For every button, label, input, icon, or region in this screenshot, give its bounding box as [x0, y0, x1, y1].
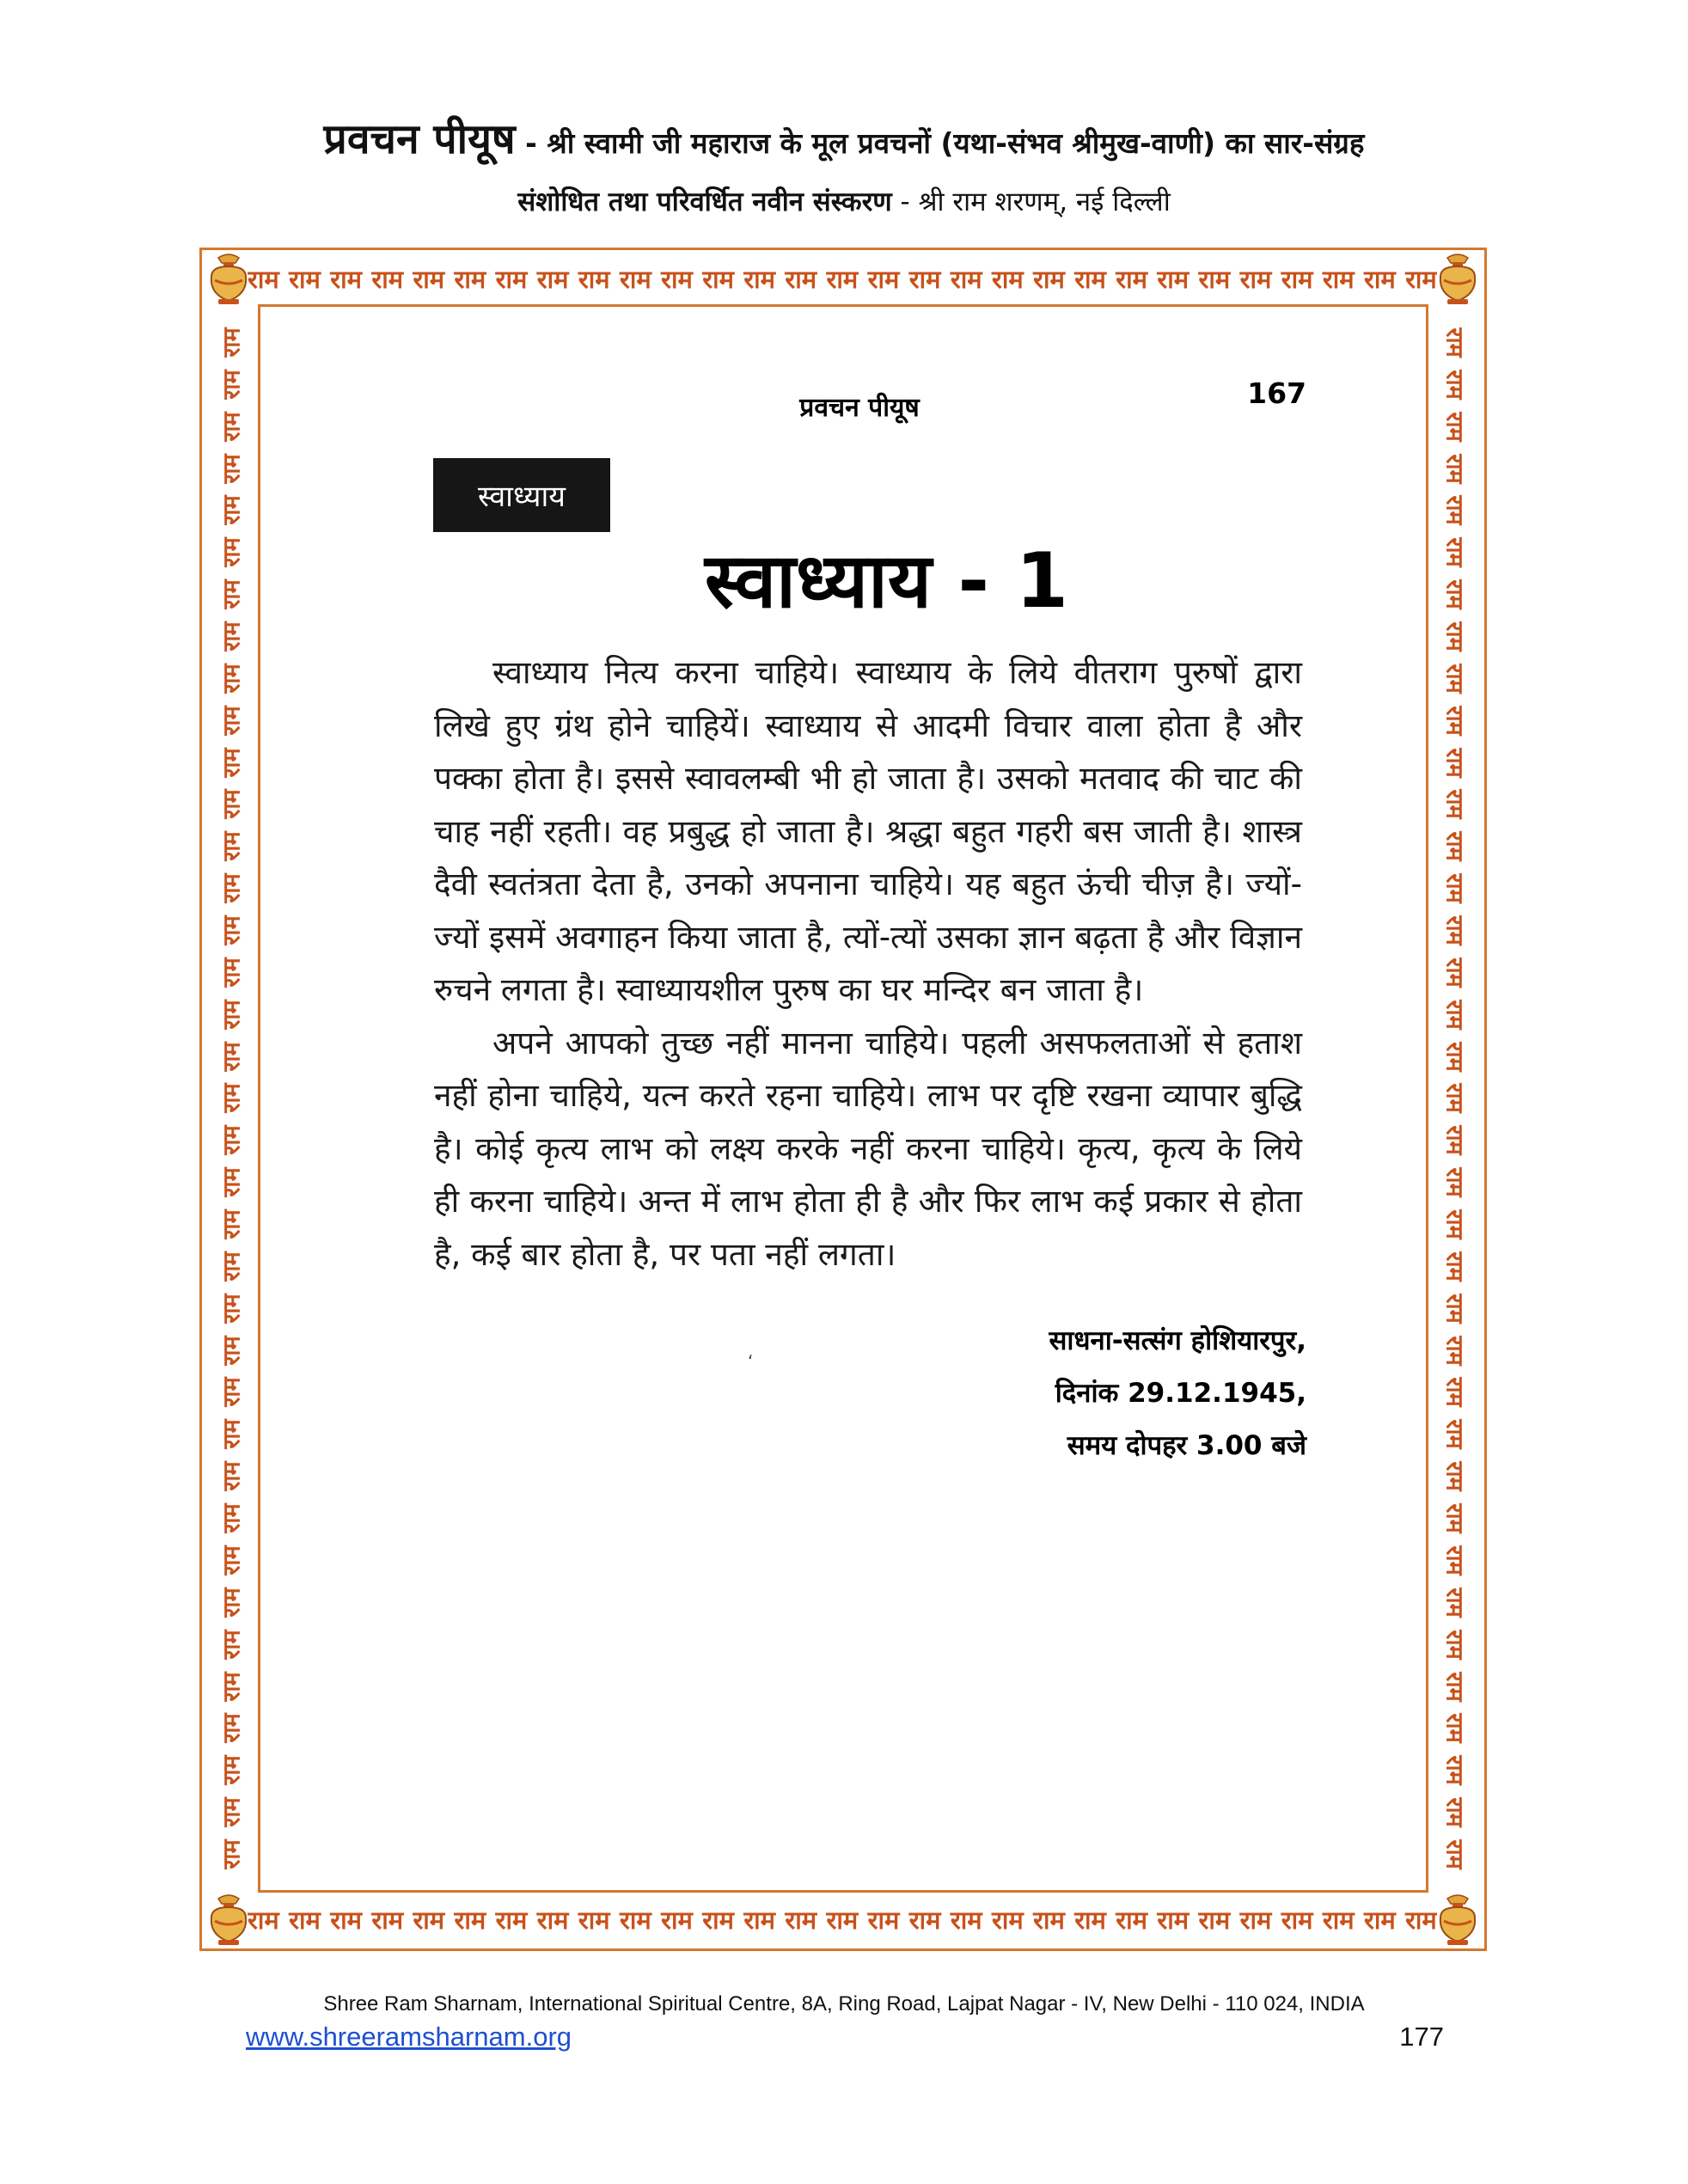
ram-border-word: राम — [218, 537, 246, 567]
ram-border-word: राम — [218, 495, 246, 526]
paragraph: अपने आपको तुच्छ नहीं मानना चाहिये। पहली असफलताओं से हताश नहीं होना चाहिये, यत्न करते रहना चाहिये। लाभ पर दृष्टि रखना व्यापार बुद्धि है। कोई कृत्य लाभ को लक्ष्य करके नहीं करना चाहिये। कृत्य, कृत्य के लिये ही करना चाहिये। अन्त में लाभ होता ही है और फिर लाभ कई प्रकार से होता है, कई बार होता है, पर पता नहीं लगता। — [434, 1024, 1302, 1273]
ram-border-word: राम — [330, 1905, 362, 1935]
website-link[interactable]: www.shreeramsharnam.org — [246, 2022, 572, 2052]
ram-border-word: राम — [1281, 1905, 1313, 1935]
ram-border-word: राम — [218, 915, 246, 945]
print-speck: ʻ — [748, 1351, 754, 1372]
ram-border-word: राम — [495, 1905, 528, 1935]
ram-border-word: राम — [218, 1377, 246, 1408]
ram-border-word: राम — [218, 453, 246, 484]
ram-border-word: राम — [1440, 1797, 1468, 1827]
ram-border-word: राम — [1440, 1545, 1468, 1575]
kalash-icon — [203, 1892, 254, 1947]
ram-border-right — [1432, 327, 1480, 1870]
ram-border-word: राम — [991, 1905, 1024, 1935]
ram-border-word: राम — [371, 264, 404, 294]
ram-border-word: राम — [1157, 1905, 1190, 1935]
ram-border-word: राम — [1198, 1905, 1231, 1935]
footer-address: Shree Ram Sharnam, International Spiritual Centre, 8A, Ring Road, Lajpat Nagar - IV, New Delhi - 110 024, INDIA — [323, 1992, 1365, 2016]
ram-border-word: राम — [248, 1905, 279, 1935]
ram-border-word: राम — [218, 1336, 246, 1366]
ram-border-word: राम — [1440, 1713, 1468, 1743]
ram-border-word: राम — [218, 621, 246, 652]
section-label: स्वाध्याय — [433, 458, 610, 532]
ram-border-word: राम — [1440, 706, 1468, 736]
ram-border-word: राम — [1440, 621, 1468, 652]
ram-border-word: राम — [1440, 495, 1468, 526]
ram-border-word: राम — [1116, 264, 1148, 294]
ram-border-word: राम — [1198, 264, 1231, 294]
ram-border-word: राम — [218, 1251, 246, 1282]
ram-border-word: राम — [218, 412, 246, 442]
ram-border-word: राम — [1440, 579, 1468, 609]
ram-border-word: राम — [785, 264, 817, 294]
kalash-icon — [1432, 1892, 1483, 1947]
signature-place: साधना-सत्संग होशियारपुर, — [1049, 1325, 1306, 1356]
ram-border-word: राम — [1440, 1588, 1468, 1618]
book-page-number: 167 — [1247, 376, 1306, 410]
ram-border-word: राम — [371, 1905, 404, 1935]
ram-border-word: राम — [867, 1905, 900, 1935]
ram-border-word: राम — [1440, 1042, 1468, 1072]
ram-border-word: राम — [743, 1905, 776, 1935]
ram-border-word: राम — [1440, 1671, 1468, 1702]
ram-border-word: राम — [218, 1125, 246, 1155]
ram-border-word: राम — [1363, 1905, 1396, 1935]
signature-date: दिनांक 29.12.1945, — [1055, 1378, 1306, 1409]
ram-border-word: राम — [1440, 1503, 1468, 1533]
ram-border-word: राम — [1239, 264, 1272, 294]
ram-border-word: राम — [619, 264, 651, 294]
ram-border-word: राम — [1239, 1905, 1272, 1935]
ram-border-word: राम — [454, 264, 486, 294]
ram-border-word: राम — [289, 264, 321, 294]
ram-border-word: राम — [1440, 1377, 1468, 1408]
ram-border-word: राम — [1074, 264, 1106, 294]
ram-border-word: राम — [1440, 453, 1468, 484]
document-header-title — [0, 110, 1688, 166]
ram-border-word: राम — [454, 1905, 486, 1935]
header-subtitle-rest: - श्री राम शरणम्, नई दिल्ली — [891, 187, 1171, 217]
running-head: प्रवचन पीयूष — [799, 393, 920, 423]
ram-border-word: राम — [661, 264, 693, 294]
footer-page-number: 177 — [1399, 2022, 1444, 2052]
signature-block — [859, 1315, 1306, 1472]
ram-border-left — [206, 327, 254, 1870]
ram-border-word: राम — [218, 1419, 246, 1449]
ram-border-word: राम — [413, 264, 445, 294]
ram-border-word: राम — [702, 1905, 734, 1935]
ram-border-word: राम — [1405, 1905, 1437, 1935]
ram-border-word: राम — [908, 264, 941, 294]
ram-border-word: राम — [1440, 1294, 1468, 1324]
ram-border-word: राम — [536, 264, 569, 294]
ram-border-word: राम — [578, 1905, 610, 1935]
ram-border-word: राम — [1440, 1083, 1468, 1114]
ram-border-word: राम — [218, 1839, 246, 1869]
kalash-icon — [1432, 251, 1483, 306]
ram-border-word: राम — [248, 264, 279, 294]
document-header-subtitle — [0, 183, 1688, 219]
ram-border-word: राम — [578, 264, 610, 294]
ram-border-word: राम — [218, 1042, 246, 1072]
ram-border-word: राम — [1033, 264, 1065, 294]
ram-border-word: राम — [218, 789, 246, 820]
ram-border-word: राम — [218, 1503, 246, 1533]
body-text — [434, 646, 1302, 1281]
ram-border-word: राम — [218, 1294, 246, 1324]
ram-border-word: राम — [1440, 1419, 1468, 1449]
ram-border-word: राम — [1440, 1125, 1468, 1155]
ram-border-word: राम — [218, 327, 246, 358]
ram-border-word: राम — [1157, 264, 1190, 294]
ram-border-word: राम — [1440, 789, 1468, 820]
ram-border-word: राम — [1440, 412, 1468, 442]
header-subtitle-bold: संशोधित तथा परिवर्धित नवीन संस्करण — [517, 187, 892, 217]
ram-border-word: राम — [619, 1905, 651, 1935]
ram-border-word: राम — [218, 1755, 246, 1785]
ram-border-top — [248, 254, 1437, 303]
ram-border-word: राम — [1440, 1630, 1468, 1660]
ram-border-word: राम — [218, 706, 246, 736]
ram-border-word: राम — [950, 264, 982, 294]
ram-border-word: राम — [218, 579, 246, 609]
ram-border-word: राम — [1440, 1461, 1468, 1491]
ram-border-word: राम — [218, 1671, 246, 1702]
ram-border-word: राम — [218, 831, 246, 861]
header-title-main: प्रवचन पीयूष — [323, 115, 516, 163]
page-title: स्वाध्याय - 1 — [705, 536, 1068, 625]
ram-border-word: राम — [330, 264, 362, 294]
ram-border-word: राम — [785, 1905, 817, 1935]
ram-border-word: राम — [1440, 1209, 1468, 1239]
ram-border-word: राम — [218, 1461, 246, 1491]
ram-border-word: राम — [218, 957, 246, 988]
ram-border-word: राम — [1440, 1000, 1468, 1030]
ram-border-word: राम — [1440, 1839, 1468, 1869]
ram-border-word: राम — [1322, 1905, 1355, 1935]
ram-border-word: राम — [218, 1083, 246, 1114]
ram-border-word: राम — [1440, 748, 1468, 778]
ram-border-word: राम — [1440, 957, 1468, 988]
ram-border-word: राम — [1440, 915, 1468, 945]
signature-time: समय दोपहर 3.00 बजे — [1067, 1430, 1306, 1461]
ram-border-word: राम — [413, 1905, 445, 1935]
ram-border-word: राम — [1363, 264, 1396, 294]
ram-border-word: राम — [218, 748, 246, 778]
kalash-icon — [203, 251, 254, 306]
header-title-rest: - श्री स्वामी जी महाराज के मूल प्रवचनों (यथा-संभव श्रीमुख-वाणी) का सार-संग्रह — [515, 126, 1365, 160]
ram-border-word: राम — [218, 873, 246, 903]
ram-border-word: राम — [218, 664, 246, 694]
ram-border-word: राम — [1405, 264, 1437, 294]
ram-border-word: राम — [1440, 831, 1468, 861]
ram-border-word: राम — [218, 1167, 246, 1197]
ram-border-word: राम — [1281, 264, 1313, 294]
ram-border-word: राम — [867, 264, 900, 294]
ram-border-word: राम — [1033, 1905, 1065, 1935]
ram-border-word: राम — [218, 1588, 246, 1618]
ram-border-word: राम — [1440, 537, 1468, 567]
ram-border-word: राम — [218, 1713, 246, 1743]
ram-border-word: राम — [702, 264, 734, 294]
ram-border-word: राम — [991, 264, 1024, 294]
ram-border-word: राम — [289, 1905, 321, 1935]
ram-border-word: राम — [218, 1797, 246, 1827]
ram-border-word: राम — [1440, 327, 1468, 358]
paragraph: स्वाध्याय नित्य करना चाहिये। स्वाध्याय के लिये वीतराग पुरुषों द्वारा लिखे हुए ग्रंथ होने चाहियें। स्वाध्याय से आदमी विचार वाला होता है और पक्का होता है। इससे स्वावलम्बी भी हो जाता है। उसको मतवाद की चाट की चाह नहीं रहती। वह प्रबुद्ध हो जाता है। श्रद्धा बहुत गहरी बस जाती है। शास्त्र दैवी स्वतंत्रता देता है, उनको अपनाना चाहिये। यह बहुत ऊंची चीज़ है। ज्यों-ज्यों इसमें अवगाहन किया जाता है, त्यों-त्यों उसका ज्ञान बढ़ता है और विज्ञान रुचने लगता है। स्वाध्यायशील पुरुष का घर मन्दिर बन जाता है। — [434, 654, 1302, 1008]
ram-border-bottom — [248, 1895, 1437, 1943]
ram-border-word: राम — [1440, 1251, 1468, 1282]
ram-border-word: राम — [218, 370, 246, 400]
ram-border-word: राम — [1440, 370, 1468, 400]
ram-border-word: राम — [1116, 1905, 1148, 1935]
ram-border-word: राम — [218, 1209, 246, 1239]
ram-border-word: राम — [218, 1630, 246, 1660]
ram-border-word: राम — [826, 264, 859, 294]
ram-border-word: राम — [495, 264, 528, 294]
ram-border-word: राम — [1440, 1336, 1468, 1366]
ram-border-word: राम — [536, 1905, 569, 1935]
ram-border-word: राम — [1440, 1167, 1468, 1197]
ram-border-word: राम — [950, 1905, 982, 1935]
ram-border-word: राम — [1074, 1905, 1106, 1935]
ram-border-word: राम — [1440, 873, 1468, 903]
ram-border-word: राम — [661, 1905, 693, 1935]
ram-border-word: राम — [1440, 664, 1468, 694]
ram-border-word: राम — [218, 1000, 246, 1030]
ram-border-word: राम — [743, 264, 776, 294]
ram-border-word: राम — [1440, 1755, 1468, 1785]
ram-border-word: राम — [1322, 264, 1355, 294]
ram-border-word: राम — [826, 1905, 859, 1935]
ram-border-word: राम — [218, 1545, 246, 1575]
ram-border-word: राम — [908, 1905, 941, 1935]
